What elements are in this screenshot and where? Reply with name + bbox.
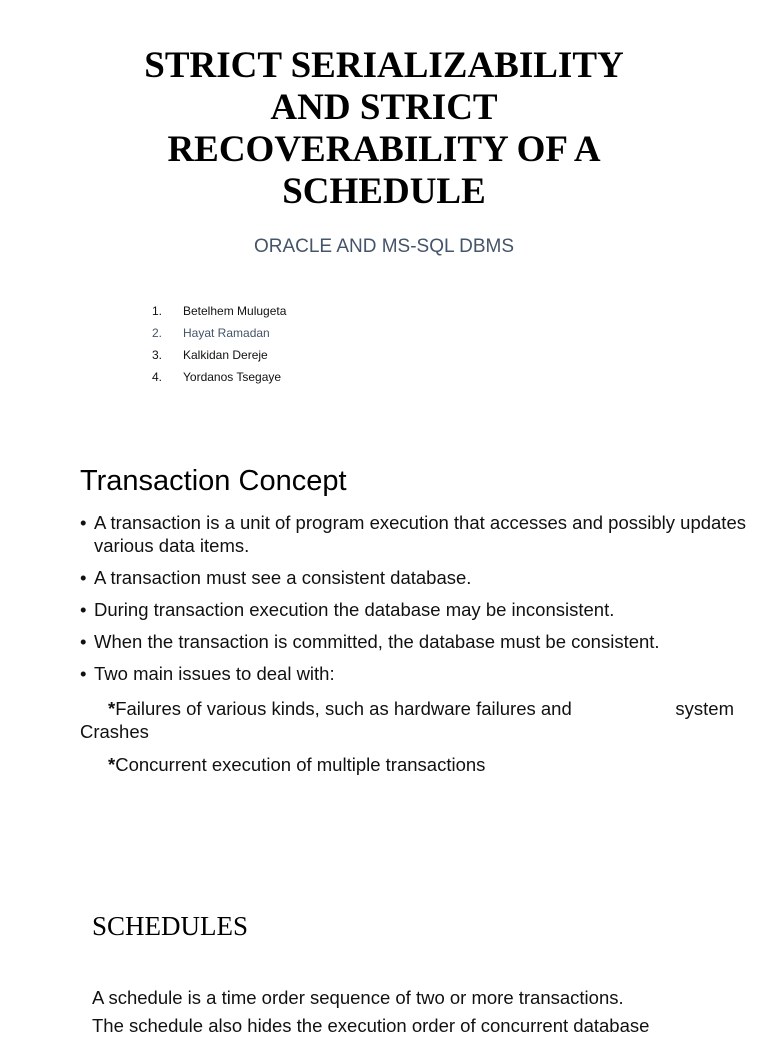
title-line: SCHEDULE — [282, 171, 486, 212]
author-number: 3. — [152, 348, 163, 362]
author-number: 1. — [152, 304, 163, 318]
asterisk-marker: * — [108, 754, 116, 775]
slide-subtitle: ORACLE AND MS-SQL DBMS — [253, 236, 515, 257]
bullet-item: • A transaction must see a consistent database. — [80, 566, 760, 589]
title-line: STRICT SERIALIZABILITY — [144, 45, 624, 86]
author-name: Hayat Ramadan — [183, 326, 270, 340]
bullet-list — [80, 511, 760, 694]
author-item — [152, 302, 286, 324]
schedule-paragraph-cutoff: The schedule also hides the execution order of concurrent database — [92, 1015, 650, 1036]
author-item — [152, 368, 286, 390]
author-name: Yordanos Tsegaye — [183, 370, 282, 384]
sub-point-concurrency — [80, 753, 768, 776]
sub-point-continuation: Crashes — [80, 721, 149, 742]
schedule-definition: A schedule is a time order sequence of two or more transactions. — [92, 987, 624, 1008]
bullet-item: • When the transaction is committed, the database must be consistent. — [80, 630, 760, 653]
slide-title — [84, 45, 684, 213]
section-heading-transaction-concept: Transaction Concept — [80, 465, 347, 497]
author-name: Betelhem Mulugeta — [183, 304, 287, 318]
title-line: RECOVERABILITY OF A — [167, 129, 601, 170]
sub-point-tail: system — [675, 698, 734, 719]
bullet-item: • During transaction execution the database may be inconsistent. — [80, 598, 760, 621]
asterisk-marker: * — [108, 698, 116, 719]
sub-point-failures — [80, 697, 740, 743]
title-line: AND STRICT — [270, 87, 498, 128]
author-number: 4. — [152, 370, 163, 384]
author-list — [152, 302, 286, 390]
section-heading-schedules: SCHEDULES — [92, 911, 249, 941]
bullet-item: • Two main issues to deal with: — [80, 662, 760, 685]
bullet-item: • A transaction is a unit of program execution that accesses and possibly updates various data items. — [80, 511, 760, 557]
author-item — [152, 324, 286, 346]
author-item — [152, 346, 286, 368]
sub-point-text: Concurrent execution of multiple transactions — [115, 754, 486, 775]
author-name: Kalkidan Dereje — [183, 348, 268, 362]
author-number: 2. — [152, 326, 163, 340]
sub-point-text: Failures of various kinds, such as hardware failures and — [115, 698, 572, 719]
